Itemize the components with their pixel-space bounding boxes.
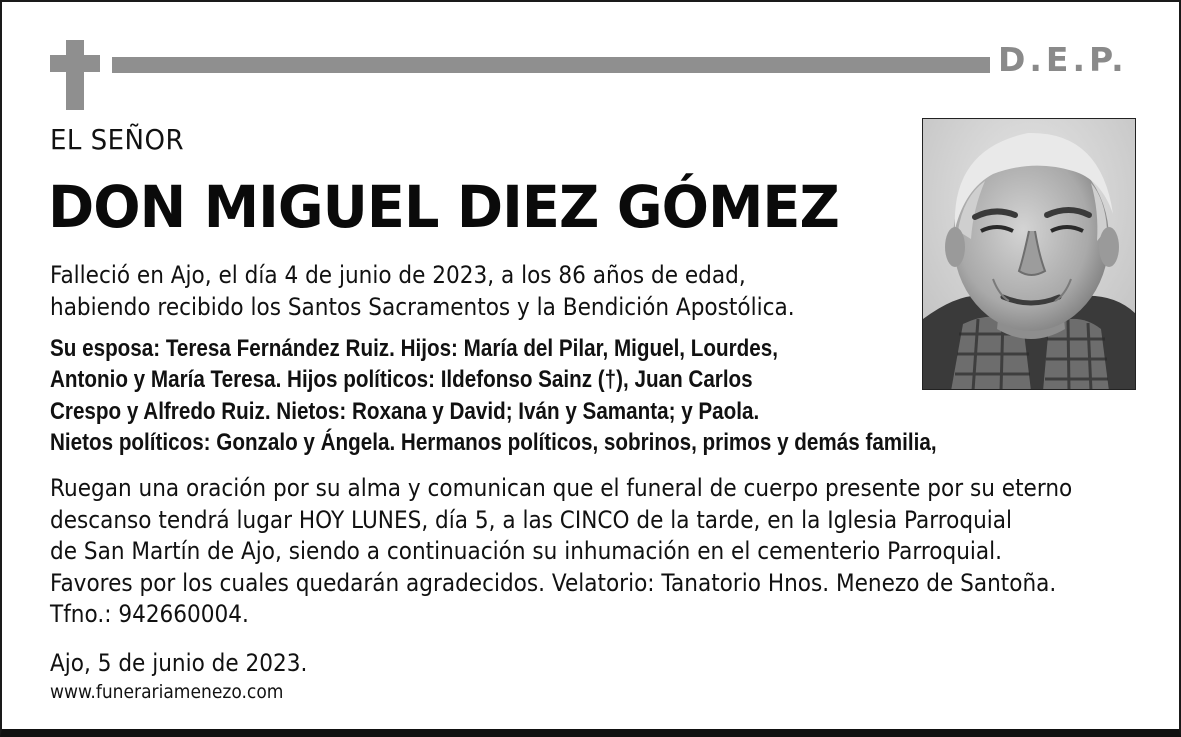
funeral-line: descanso tendrá lugar HOY LUNES, día 5, a las CINCO de la tarde, en la Iglesia Parroquial <box>50 505 1013 534</box>
funeral-line: Ruegan una oración por su alma y comunican que el funeral de cuerpo presente por su eterno <box>50 474 1073 502</box>
cross-icon <box>50 40 100 110</box>
honorific: EL SEÑOR <box>50 123 185 156</box>
death-line: Falleció en Ajo, el día 4 de junio de 2023, a los 86 años de edad, <box>50 261 746 289</box>
death-line: habiendo recibido los Santos Sacramentos y la Bendición Apostólica. <box>50 292 795 321</box>
funeral-line: de San Martín de Ajo, siendo a continuación su inhumación en el cementerio Parroquial. <box>50 537 1003 565</box>
deceased-name: DON MIGUEL DIEZ GÓMEZ <box>48 173 839 241</box>
family-line: Su esposa: Teresa Fernández Ruiz. Hijos: María del Pilar, Miguel, Lourdes, <box>50 335 778 362</box>
funeral-line: Tfno.: 942660004. <box>50 600 249 628</box>
portrait-photo <box>922 118 1136 390</box>
funeral-line: Favores por los cuales quedarán agradecidos. Velatorio: Tanatorio Hnos. Menezo de Santoña. <box>50 568 1057 597</box>
death-statement <box>50 260 1040 323</box>
family-line: Crespo y Alfredo Ruiz. Nietos: Roxana y David; Iván y Samanta; y Paola. <box>50 397 760 425</box>
family-members <box>50 333 937 458</box>
funeral-details <box>50 473 1073 631</box>
dep-label: D.E.P. <box>998 40 1128 79</box>
family-line: Antonio y María Teresa. Hijos políticos: Ildefonso Sainz (†), Juan Carlos <box>50 366 753 394</box>
family-line: Nietos políticos: Gonzalo y Ángela. Hermanos políticos, sobrinos, primos y demás familia, <box>50 428 937 456</box>
place-date: Ajo, 5 de junio de 2023. <box>50 649 308 677</box>
website-link[interactable]: www.funerariamenezo.com <box>50 681 284 703</box>
header-rule <box>112 57 990 73</box>
